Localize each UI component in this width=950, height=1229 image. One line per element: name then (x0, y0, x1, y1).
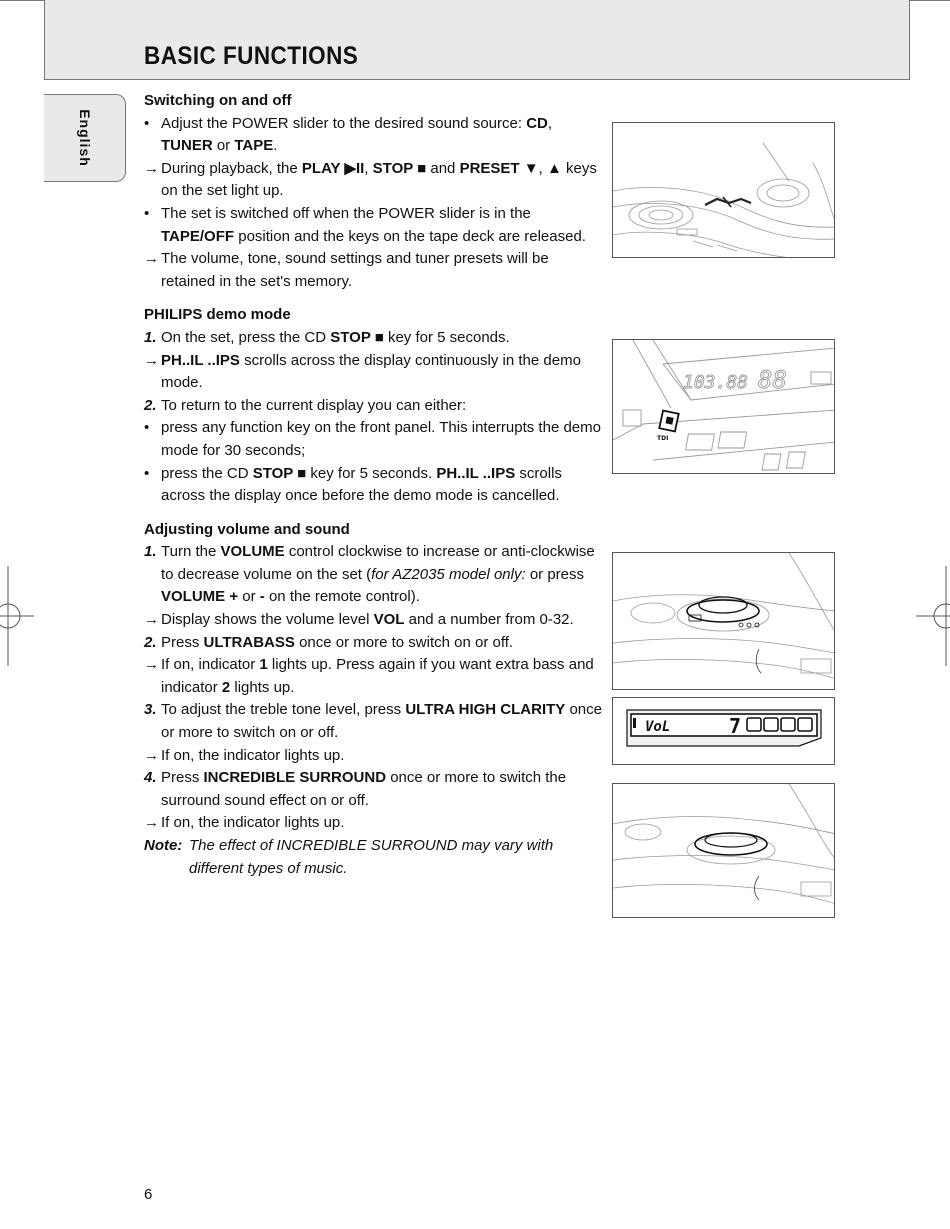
key-label: PLAY ▶II (301, 159, 365, 177)
list-marker: 1. (144, 543, 157, 561)
result-line (144, 654, 606, 699)
key-label: CD (526, 114, 548, 132)
text-run: key for 5 seconds. (306, 464, 437, 482)
key-label: TAPE/OFF (161, 227, 235, 245)
key-label: VOL (373, 611, 405, 629)
text-run: Press (161, 633, 204, 651)
figure-surround-control (612, 783, 835, 918)
text-run: control clockwise to increase or anti-clockwise to decrease volume on the set ( (161, 543, 595, 583)
text-run: once or more to switch the surround sound effect on or off. (161, 769, 567, 809)
key-label: INCREDIBLE SURROUND (203, 769, 387, 787)
arrow-icon: → (144, 351, 159, 369)
key-label: 1 (259, 656, 268, 674)
text-run: position and the keys on the tape deck are released. (234, 227, 586, 245)
text-run: scrolls across the display once before the demo mode is cancelled. (161, 464, 562, 505)
note (144, 835, 606, 880)
note-label: Note: (144, 837, 183, 854)
bullet-item (144, 203, 606, 248)
arrow-icon: → (144, 611, 159, 629)
figure-demo-display (612, 339, 835, 474)
result-line (144, 609, 606, 632)
numbered-step (144, 632, 606, 655)
registration-mark-right (916, 566, 950, 666)
text-run: once or more to switch on or off. (294, 633, 514, 651)
key-label: PH..IL ..IPS (161, 351, 240, 369)
key-label: TAPE (234, 137, 274, 155)
section-heading: Adjusting volume and sound (144, 520, 350, 538)
stop-button-icon (659, 411, 678, 432)
text-run: If on, indicator (161, 656, 260, 674)
figure-volume-control (612, 552, 835, 690)
text-run: lights up. (230, 678, 295, 696)
bullet-item (144, 417, 606, 462)
text-run: press any function key on the front panel. This interrupts the demo mode for 30 seconds; (161, 419, 601, 459)
arrow-icon: → (144, 250, 159, 268)
numbered-step (144, 327, 606, 350)
section (144, 90, 606, 293)
key-label: VOLUME (220, 543, 285, 561)
note-text: The effect of INCREDIBLE SURROUND may vary with different types of music. (189, 837, 554, 877)
list-marker: 3. (144, 701, 157, 719)
list-marker: 4. (144, 769, 157, 787)
demo-frequency-text: 103.88 (683, 372, 749, 393)
text-run: If on, the indicator lights up. (161, 814, 345, 832)
key-label: 2 (221, 678, 231, 696)
bullet-item (144, 463, 606, 508)
section (144, 519, 606, 881)
crop-mark-top-left (0, 0, 44, 1)
text-run: or press (525, 565, 585, 583)
key-label: STOP ■ (372, 159, 427, 177)
section-heading: Switching on and off (144, 92, 292, 109)
key-label: STOP ■ (330, 328, 384, 346)
header-band-edge (909, 0, 910, 80)
arrow-icon: → (144, 656, 159, 674)
list-marker: • (144, 114, 150, 132)
text-run: To return to the current display you can either: (161, 396, 467, 414)
text-run: press the CD (161, 464, 253, 482)
figure-power-slider (612, 122, 835, 258)
list-marker: • (144, 464, 150, 482)
result-line (144, 248, 606, 293)
list-marker: 2. (144, 396, 157, 414)
key-label: - (259, 588, 265, 606)
text-run: and a number from 0-32. (404, 611, 574, 629)
list-marker: 2. (144, 633, 157, 651)
text-run: Adjust the POWER slider to the desired sound source: (161, 114, 527, 132)
stop-button-label: TDI (657, 435, 669, 442)
demo-digits-text: 88 (758, 366, 787, 394)
numbered-step (144, 699, 606, 744)
numbered-step (144, 541, 606, 609)
result-line (144, 745, 606, 768)
figure-volume-display (612, 697, 835, 765)
page-title: BASIC FUNCTIONS (144, 42, 359, 70)
language-tab-label: English (76, 109, 93, 167)
text-run: , (538, 159, 547, 177)
text-run: lights up. Press again if you want extra bass and indicator (161, 656, 594, 696)
arrow-icon: → (144, 159, 159, 177)
text-run: The set is switched off when the POWER slider is in the (161, 204, 531, 222)
text-run: and (426, 159, 460, 177)
list-marker: • (144, 204, 150, 222)
list-marker: • (144, 419, 150, 437)
text-run: The volume, tone, sound settings and tuner presets will be retained in the set's memory. (161, 250, 549, 290)
key-label: STOP ■ (252, 464, 307, 482)
section (144, 304, 606, 507)
key-label: PRESET ▼ (459, 159, 539, 177)
result-line (144, 158, 606, 203)
text-run: keys on the set light up. (161, 159, 597, 200)
volume-display-value: 7 (729, 714, 742, 738)
text-run: On the set, press the CD (161, 328, 331, 346)
bullet-item (144, 113, 606, 158)
page-number: 6 (144, 1186, 153, 1203)
result-line (144, 812, 606, 835)
volume-display-text: VoL (645, 719, 671, 735)
result-line (144, 350, 606, 395)
text-run: or (212, 137, 235, 155)
key-label: PH..IL ..IPS (436, 464, 516, 482)
text-run: . (273, 137, 278, 155)
section-heading: PHILIPS demo mode (144, 306, 291, 324)
key-label: ▲ (546, 159, 562, 177)
text-run: Turn the (161, 543, 221, 561)
key-label: ULTRA HIGH CLARITY (405, 701, 566, 719)
instructions-content (144, 90, 606, 891)
arrow-icon: → (144, 814, 159, 832)
language-tab (44, 94, 126, 182)
list-marker: 1. (144, 328, 157, 346)
text-run: , (364, 159, 373, 177)
text-run: or (238, 588, 260, 606)
text-run: During playback, the (161, 159, 302, 177)
text-run: Press (161, 769, 204, 787)
text-run: To adjust the treble tone level, press (161, 701, 406, 719)
italic-text: for AZ2035 model only: (371, 565, 526, 583)
numbered-step (144, 395, 606, 418)
numbered-step (144, 767, 606, 812)
key-label: VOLUME + (161, 588, 239, 606)
key-label: TUNER (161, 137, 213, 155)
text-run: If on, the indicator lights up. (161, 746, 345, 764)
text-run: Display shows the volume level (161, 611, 374, 629)
text-run: once or more to switch on or off. (161, 701, 602, 742)
text-run: scrolls across the display continuously in the demo mode. (161, 351, 581, 392)
key-label: ULTRABASS (203, 633, 295, 651)
registration-mark-left (0, 566, 34, 666)
text-run: key for 5 seconds. (383, 328, 510, 346)
text-run: , (547, 114, 553, 132)
text-run: on the remote control). (264, 588, 420, 606)
arrow-icon: → (144, 746, 159, 764)
